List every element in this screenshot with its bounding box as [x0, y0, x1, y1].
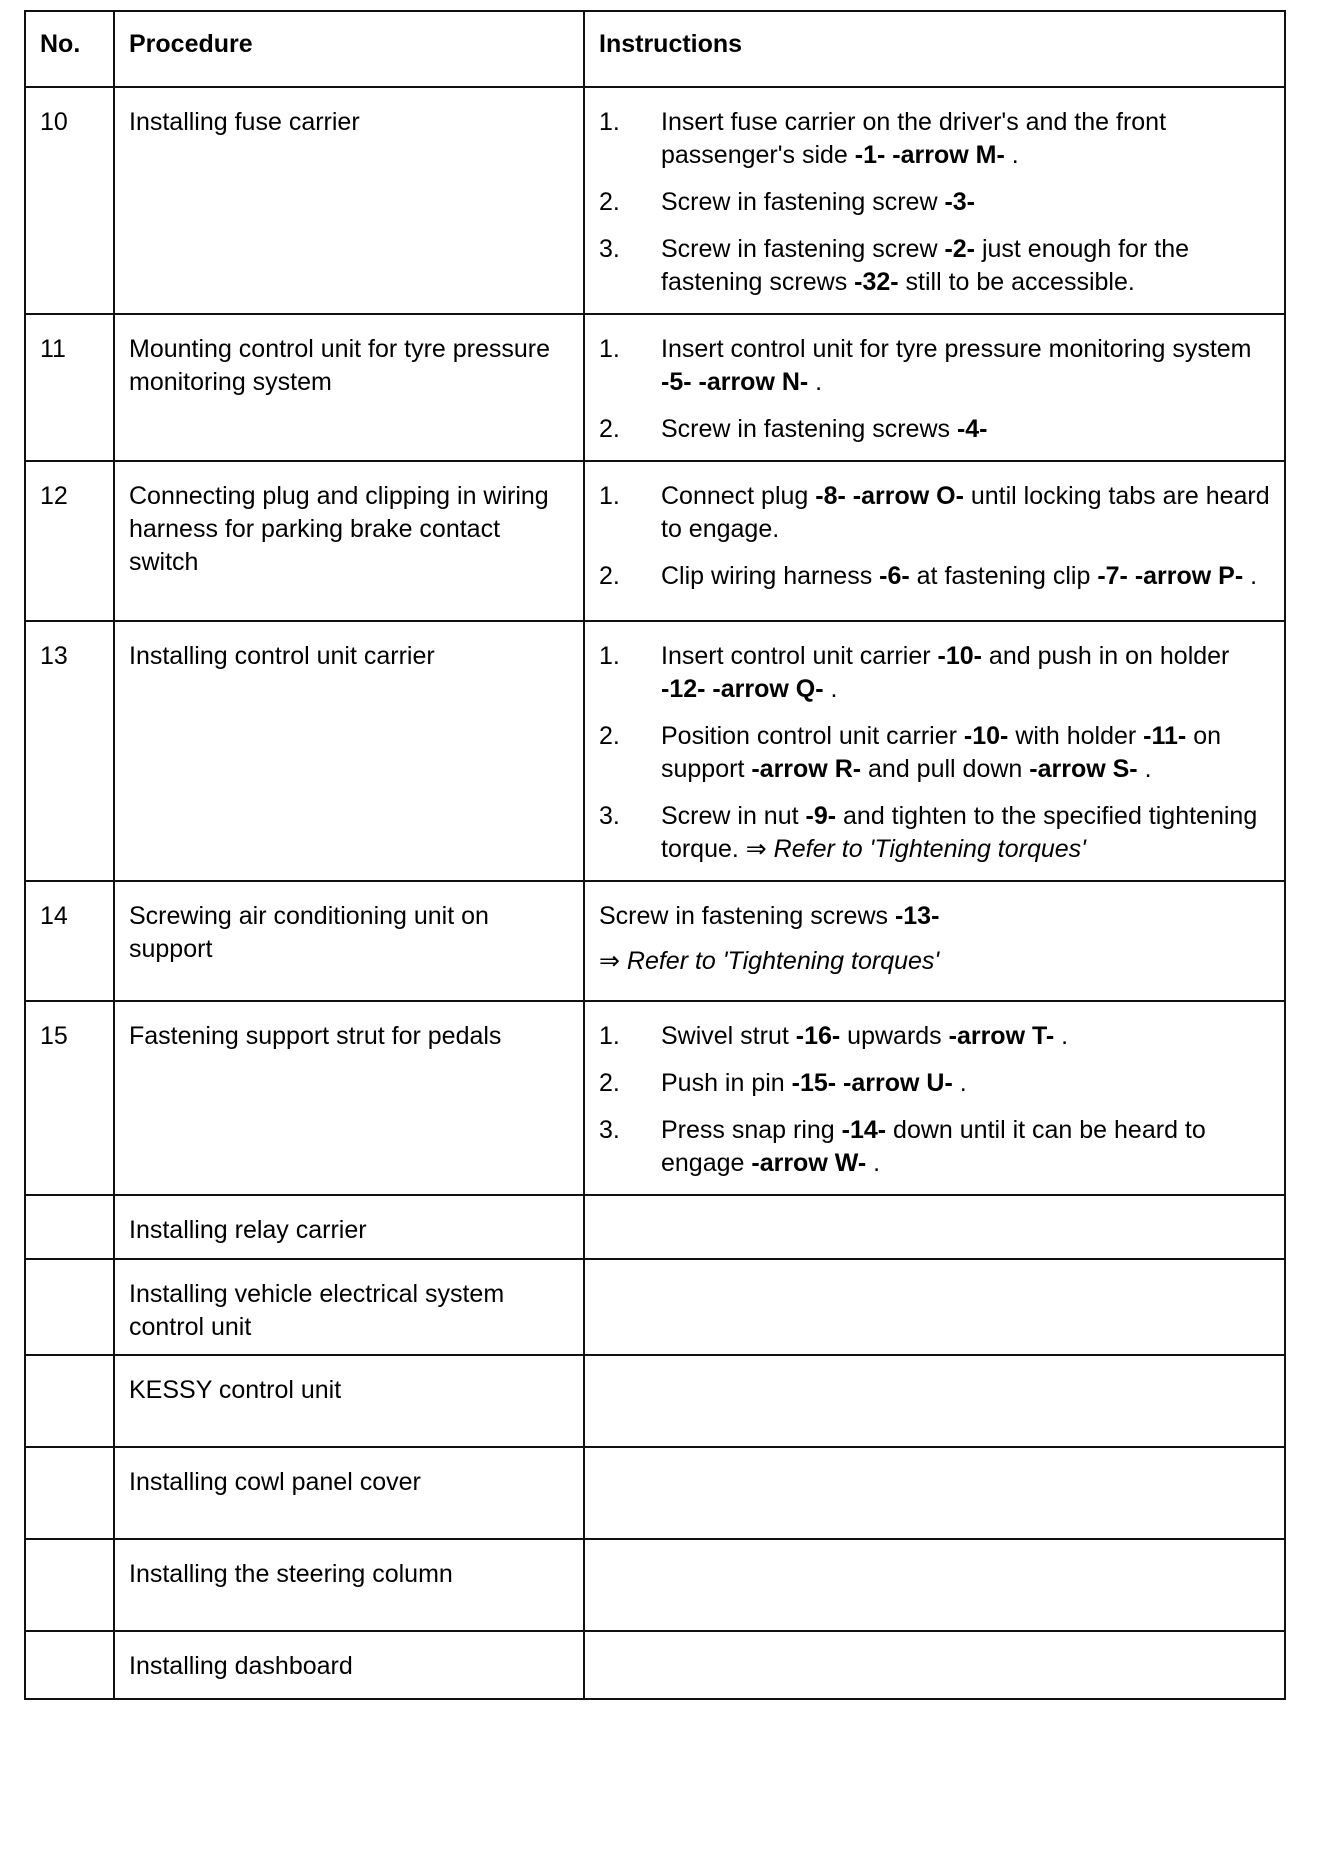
step-item	[599, 1114, 1270, 1180]
procedure-table	[24, 10, 1286, 1700]
step-number: 1.	[599, 642, 620, 670]
bold-text: -arrow T-	[948, 1022, 1055, 1050]
bold-text: -4-	[956, 415, 988, 443]
bold-text: -9-	[805, 802, 837, 830]
step-item	[599, 186, 1270, 219]
step-text	[661, 233, 1270, 299]
cell-no	[25, 1259, 114, 1355]
italic-text: Refer to 'Tightening torques'	[626, 947, 940, 975]
bold-text: -3-	[944, 188, 976, 216]
header-instructions: Instructions	[584, 11, 1285, 87]
step-number: 1.	[599, 108, 620, 136]
table-row	[25, 881, 1285, 1001]
step-text	[661, 720, 1270, 786]
text: .	[1004, 141, 1019, 169]
step-text	[661, 640, 1270, 706]
step-text	[661, 186, 1270, 219]
cell-instructions	[584, 461, 1285, 621]
text: just enough for the fastening screws	[661, 235, 1190, 296]
text: with holder	[1008, 722, 1144, 750]
table-row	[25, 621, 1285, 881]
cell-procedure: Screwing air conditioning unit on support	[114, 881, 584, 1001]
cell-procedure: Connecting plug and clipping in wiring harness for parking brake contact switch	[114, 461, 584, 621]
table-row	[25, 1259, 1285, 1355]
bold-text: -32-	[854, 268, 899, 296]
cell-procedure: Installing dashboard	[114, 1631, 584, 1699]
header-row	[25, 11, 1285, 87]
step-text	[661, 106, 1270, 172]
table-row	[25, 1195, 1285, 1259]
table-row	[25, 1539, 1285, 1631]
text: ⇒	[599, 947, 627, 975]
instruction-line	[599, 900, 1270, 933]
text: Position control unit carrier	[661, 722, 964, 750]
text: .	[1137, 755, 1152, 783]
step-number: 3.	[599, 802, 620, 830]
step-text	[661, 1114, 1270, 1180]
table-row	[25, 461, 1285, 621]
cell-no	[25, 1355, 114, 1447]
cell-instructions	[584, 1195, 1285, 1259]
step-item	[599, 333, 1270, 399]
step-item	[599, 640, 1270, 706]
cell-procedure: KESSY control unit	[114, 1355, 584, 1447]
text: .	[808, 368, 823, 396]
table-row	[25, 1447, 1285, 1539]
text: Clip wiring harness	[661, 562, 880, 590]
table-row	[25, 1631, 1285, 1699]
step-number: 2.	[599, 722, 620, 750]
text: Connect plug	[661, 482, 816, 510]
bold-text: -arrow W-	[751, 1149, 867, 1177]
text: .	[823, 675, 838, 703]
cell-instructions	[584, 1631, 1285, 1699]
cell-instructions	[584, 621, 1285, 881]
step-list	[599, 333, 1270, 446]
cell-procedure: Installing fuse carrier	[114, 87, 584, 314]
table-row	[25, 1001, 1285, 1195]
step-item	[599, 413, 1270, 446]
step-number: 2.	[599, 415, 620, 443]
step-number: 1.	[599, 1022, 620, 1050]
step-item	[599, 800, 1270, 866]
bold-text: -16-	[795, 1022, 841, 1050]
step-item	[599, 233, 1270, 299]
cell-no	[25, 1447, 114, 1539]
bold-text: -13-	[894, 902, 940, 930]
bold-text: -6-	[879, 562, 910, 590]
cell-no: 13	[25, 621, 114, 881]
step-list	[599, 640, 1270, 866]
cell-no: 10	[25, 87, 114, 314]
text: Screw in nut	[661, 802, 806, 830]
cell-no: 11	[25, 314, 114, 461]
table-row	[25, 314, 1285, 461]
text: Insert control unit for tyre pressure monitoring system	[661, 335, 1252, 363]
text: down until it can be heard to engage	[661, 1116, 1206, 1177]
text: at fastening clip	[909, 562, 1098, 590]
step-list	[599, 480, 1270, 593]
cell-instructions	[584, 314, 1285, 461]
header-procedure: Procedure	[114, 11, 584, 87]
text: Screw in fastening screw	[661, 188, 945, 216]
step-number: 3.	[599, 235, 620, 263]
step-number: 1.	[599, 482, 620, 510]
step-item	[599, 1020, 1270, 1053]
cell-instructions	[584, 881, 1285, 1001]
bold-text: -5- -arrow N-	[661, 368, 809, 396]
step-item	[599, 106, 1270, 172]
table-row	[25, 87, 1285, 314]
step-list	[599, 1020, 1270, 1180]
cell-instructions	[584, 1001, 1285, 1195]
step-number: 1.	[599, 335, 620, 363]
step-text	[661, 1067, 1270, 1100]
bold-text: -15- -arrow U-	[791, 1069, 953, 1097]
header-no: No.	[25, 11, 114, 87]
text: Insert control unit carrier	[661, 642, 938, 670]
cell-procedure: Fastening support strut for pedals	[114, 1001, 584, 1195]
step-number: 2.	[599, 188, 620, 216]
bold-text: -2-	[944, 235, 976, 263]
step-item	[599, 480, 1270, 546]
text: and push in on holder	[981, 642, 1230, 670]
step-number: 2.	[599, 562, 620, 590]
text: Swivel strut	[661, 1022, 796, 1050]
step-number: 3.	[599, 1116, 620, 1144]
step-text	[661, 560, 1270, 593]
text: .	[866, 1149, 881, 1177]
text: Insert fuse carrier on the driver's and the front passenger's side	[661, 108, 1167, 169]
cell-procedure: Installing the steering column	[114, 1539, 584, 1631]
cell-instructions	[584, 1355, 1285, 1447]
text: and tighten to the specified tightening torque. ⇒	[661, 802, 1258, 863]
cell-no: 15	[25, 1001, 114, 1195]
text: .	[1243, 562, 1258, 590]
bold-text: -11-	[1143, 722, 1187, 750]
bold-text: -7- -arrow P-	[1097, 562, 1244, 590]
step-text	[661, 800, 1270, 866]
table-row	[25, 1355, 1285, 1447]
text: upwards	[840, 1022, 949, 1050]
bold-text: -arrow R-	[751, 755, 862, 783]
table-body	[25, 87, 1285, 1699]
text: Screw in fastening screw	[661, 235, 945, 263]
cell-no: 12	[25, 461, 114, 621]
step-text	[661, 413, 1270, 446]
cell-procedure: Installing relay carrier	[114, 1195, 584, 1259]
bold-text: -arrow S-	[1029, 755, 1138, 783]
cell-instructions	[584, 1259, 1285, 1355]
step-item	[599, 1067, 1270, 1100]
cell-no	[25, 1539, 114, 1631]
text: until locking tabs are heard to engage.	[661, 482, 1270, 543]
step-list	[599, 106, 1270, 299]
cell-procedure: Mounting control unit for tyre pressure monitoring system	[114, 314, 584, 461]
cell-instructions	[584, 1539, 1285, 1631]
italic-text: Refer to 'Tightening torques'	[773, 835, 1086, 863]
step-text	[661, 333, 1270, 399]
cell-instructions	[584, 87, 1285, 314]
cell-procedure: Installing cowl panel cover	[114, 1447, 584, 1539]
bold-text: -10-	[937, 642, 982, 670]
text: Screw in fastening screws	[599, 902, 895, 930]
step-text	[661, 1020, 1270, 1053]
text: on support	[661, 722, 1222, 783]
text: still to be accessible.	[898, 268, 1135, 296]
text: .	[952, 1069, 967, 1097]
cell-procedure: Installing vehicle electrical system control unit	[114, 1259, 584, 1355]
bold-text: -1- -arrow M-	[854, 141, 1005, 169]
bold-text: -10-	[963, 722, 1009, 750]
cell-instructions	[584, 1447, 1285, 1539]
text: and pull down	[861, 755, 1030, 783]
bold-text: -14-	[841, 1116, 887, 1144]
bold-text: -8- -arrow O-	[815, 482, 964, 510]
text: Press snap ring	[661, 1116, 842, 1144]
step-item	[599, 560, 1270, 593]
cell-procedure: Installing control unit carrier	[114, 621, 584, 881]
instruction-line	[599, 945, 1270, 978]
cell-no	[25, 1631, 114, 1699]
text: .	[1054, 1022, 1069, 1050]
text: Screw in fastening screws	[661, 415, 957, 443]
step-number: 2.	[599, 1069, 620, 1097]
step-text	[661, 480, 1270, 546]
bold-text: -12- -arrow Q-	[661, 675, 824, 703]
text: Push in pin	[661, 1069, 792, 1097]
step-item	[599, 720, 1270, 786]
cell-no: 14	[25, 881, 114, 1001]
cell-no	[25, 1195, 114, 1259]
